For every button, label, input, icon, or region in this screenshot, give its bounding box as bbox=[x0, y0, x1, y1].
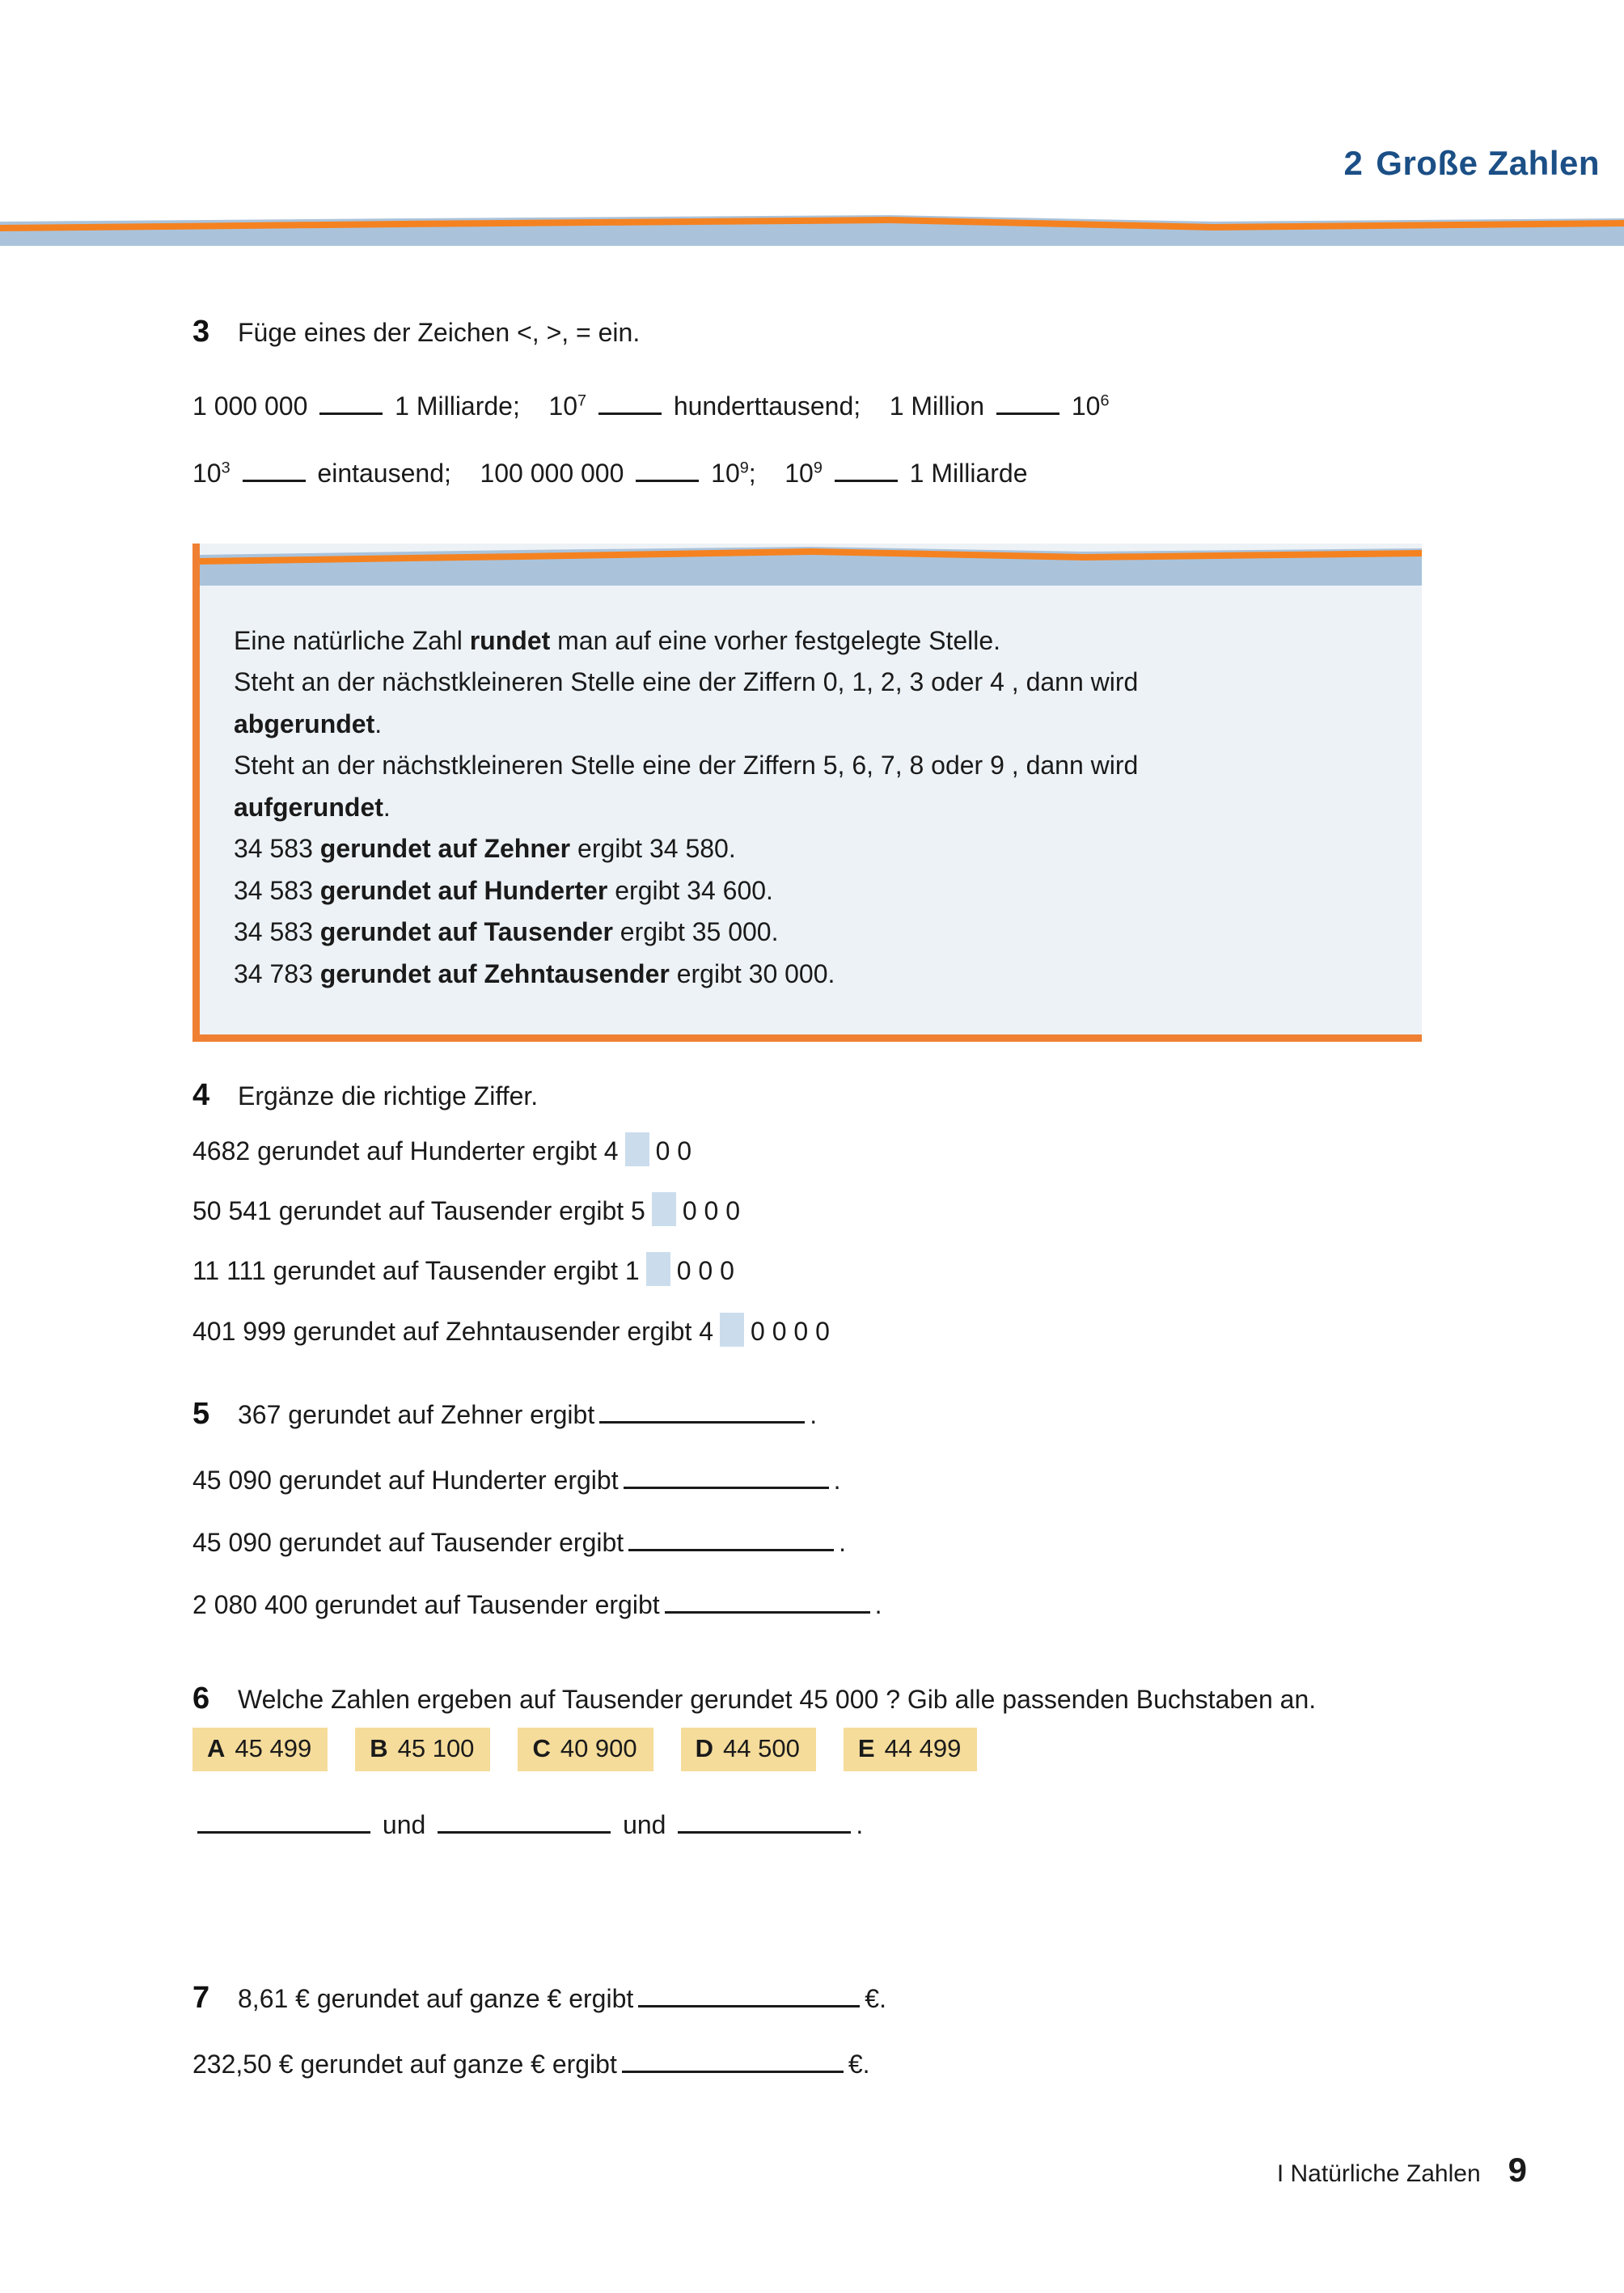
option-chip-a[interactable] bbox=[192, 1728, 328, 1771]
term-10-pow-9-b: $10^9$ bbox=[785, 458, 823, 488]
info-box-body bbox=[200, 586, 1422, 1034]
info-box-banner-graphic bbox=[200, 544, 1422, 586]
exercise-7-row bbox=[192, 1980, 1527, 2017]
term-hunderttausend: hunderttausend; bbox=[673, 391, 861, 421]
row-suffix: 0 0 0 0 bbox=[751, 1316, 830, 1346]
exercise-7-row bbox=[192, 2046, 1527, 2079]
info-box-banner bbox=[200, 544, 1422, 586]
term-1000000: 1 000 000 bbox=[192, 391, 308, 421]
exercise-3-instruction: Füge eines der Zeichen <, >, = ein. bbox=[238, 318, 641, 347]
page-footer bbox=[1277, 2151, 1527, 2189]
option-value: 45 100 bbox=[397, 1733, 475, 1762]
term-1-million: 1 Million bbox=[889, 391, 985, 421]
exercise-7 bbox=[192, 1980, 1527, 2079]
exercise-3-line-1 bbox=[192, 388, 1527, 421]
exercise-6-number: 6 bbox=[192, 1682, 210, 1716]
row-prefix: 401 999 gerundet auf Zehntausender ergibt 4 bbox=[192, 1316, 714, 1346]
info-line: 34 583 gerundet auf Tausender ergibt 35 000. bbox=[234, 917, 779, 947]
option-letter: C bbox=[532, 1733, 551, 1762]
exercise-6-heading bbox=[192, 1681, 1430, 1718]
option-chip-e[interactable] bbox=[844, 1728, 978, 1771]
exercise-4-row bbox=[192, 1132, 1527, 1166]
page-number: 9 bbox=[1508, 2151, 1527, 2189]
info-line: 34 783 gerundet auf Zehntausender ergibt 30 000. bbox=[234, 958, 835, 988]
digit-placeholder[interactable] bbox=[652, 1192, 676, 1226]
exercise-6-instruction: Welche Zahlen ergeben auf Tausender gerundet 45 000 ? Gib alle passenden Buchstaben an. bbox=[238, 1685, 1317, 1714]
term-1-milliarde: 1 Milliarde; bbox=[395, 391, 520, 421]
chapter-title: Große Zahlen bbox=[1376, 144, 1600, 182]
answer-blank[interactable] bbox=[638, 1981, 860, 2007]
exercise-4-number: 4 bbox=[192, 1078, 210, 1112]
row-text: 45 090 gerundet auf Hunderter ergibt bbox=[192, 1465, 619, 1495]
exercise-4 bbox=[192, 1077, 1527, 1347]
exercise-4-row bbox=[192, 1252, 1527, 1286]
row-text: 8,61 € gerundet auf ganze € ergibt bbox=[238, 1984, 634, 2013]
option-chip-b[interactable] bbox=[355, 1728, 490, 1771]
info-line: aufgerundet. bbox=[234, 792, 391, 822]
info-line: 34 583 gerundet auf Zehner ergibt 34 580. bbox=[234, 834, 736, 864]
info-line: abgerundet. bbox=[234, 709, 383, 738]
info-line: 34 583 gerundet auf Hunderter ergibt 34 600. bbox=[234, 875, 773, 905]
digit-placeholder[interactable] bbox=[646, 1252, 670, 1286]
answer-tail: . bbox=[856, 1809, 864, 1839]
digit-placeholder[interactable] bbox=[625, 1132, 649, 1166]
row-text: 232,50 € gerundet auf ganze € ergibt bbox=[192, 2049, 617, 2079]
term-10-pow-7: $10^7$ bbox=[548, 391, 587, 421]
row-text: 2 080 400 gerundet auf Tausender ergibt bbox=[192, 1590, 660, 1620]
exercise-6-answer-row bbox=[192, 1807, 1527, 1840]
answer-blank[interactable] bbox=[835, 455, 898, 482]
info-line: Steht an der nächstkleineren Stelle eine der Ziffern 5, 6, 7, 8 oder 9 , dann wird bbox=[234, 751, 1139, 781]
option-value: 44 499 bbox=[884, 1733, 962, 1762]
row-tail: . bbox=[810, 1400, 818, 1429]
exercise-5-row bbox=[192, 1462, 1527, 1496]
chapter-number: 2 bbox=[1343, 144, 1364, 182]
row-suffix: 0 0 0 bbox=[682, 1195, 741, 1225]
header-banner bbox=[0, 209, 1624, 246]
answer-blank[interactable] bbox=[622, 2046, 844, 2073]
exponent: 9 bbox=[739, 459, 749, 477]
option-letter: A bbox=[207, 1733, 226, 1762]
exercise-3-heading bbox=[192, 314, 1527, 351]
exercise-5-row bbox=[192, 1525, 1527, 1558]
option-letter: B bbox=[370, 1733, 388, 1762]
answer-blank[interactable] bbox=[636, 455, 699, 482]
info-line: Eine natürliche Zahl rundet man auf eine vorher festgelegte Stelle. bbox=[234, 626, 1001, 655]
option-letter: E bbox=[857, 1733, 875, 1762]
row-tail: . bbox=[874, 1590, 882, 1620]
joiner-und-1: und bbox=[382, 1809, 426, 1839]
term-1-milliarde-2: 1 Milliarde bbox=[909, 458, 1028, 488]
digit-placeholder[interactable] bbox=[720, 1313, 744, 1347]
footer-section-label: I Natürliche Zahlen bbox=[1276, 2160, 1481, 2187]
info-line: Steht an der nächstkleineren Stelle eine der Ziffern 0, 1, 2, 3 oder 4 , dann wird bbox=[234, 667, 1139, 697]
exponent: 7 bbox=[577, 391, 587, 409]
option-value: 40 900 bbox=[560, 1733, 637, 1762]
exercise-3 bbox=[192, 314, 1527, 489]
option-chip-list bbox=[192, 1728, 1527, 1771]
term-eintausend: eintausend; bbox=[317, 458, 451, 488]
exercise-5-row bbox=[192, 1396, 1527, 1433]
row-suffix: 0 0 0 bbox=[676, 1256, 734, 1286]
row-prefix: 11 111 gerundet auf Tausender ergibt 1 bbox=[192, 1256, 640, 1286]
exercise-6 bbox=[192, 1681, 1527, 1840]
answer-blank[interactable] bbox=[996, 388, 1059, 415]
option-letter: D bbox=[695, 1733, 714, 1762]
exponent: 9 bbox=[813, 459, 823, 477]
exercise-5-row bbox=[192, 1587, 1527, 1620]
exponent: 6 bbox=[1100, 391, 1110, 409]
row-text: 367 gerundet auf Zehner ergibt bbox=[238, 1400, 595, 1429]
exponent: 3 bbox=[221, 459, 230, 477]
answer-blank[interactable] bbox=[665, 1587, 870, 1614]
answer-blank[interactable] bbox=[598, 388, 662, 415]
row-prefix: 50 541 gerundet auf Tausender ergibt 5 bbox=[192, 1195, 645, 1225]
row-tail: €. bbox=[865, 1984, 886, 2013]
exercise-3-number: 3 bbox=[192, 315, 210, 349]
row-prefix: 4682 gerundet auf Hunderter ergibt 4 bbox=[192, 1136, 619, 1166]
exercise-4-heading bbox=[192, 1077, 1527, 1115]
option-value: 45 499 bbox=[235, 1733, 312, 1762]
option-chip-d[interactable] bbox=[681, 1728, 816, 1771]
option-value: 44 500 bbox=[723, 1733, 800, 1762]
exercise-4-instruction: Ergänze die richtige Ziffer. bbox=[238, 1081, 539, 1111]
exercise-5-number: 5 bbox=[192, 1397, 210, 1431]
info-box-rounding bbox=[192, 544, 1422, 1042]
answer-blank[interactable] bbox=[678, 1807, 851, 1834]
exercise-4-row bbox=[192, 1313, 1527, 1347]
row-tail: . bbox=[839, 1527, 847, 1557]
term-100000000: 100 000 000 bbox=[480, 458, 624, 488]
answer-blank[interactable] bbox=[628, 1525, 834, 1551]
answer-blank[interactable] bbox=[319, 388, 383, 415]
page-title bbox=[1343, 144, 1600, 183]
joiner-und-2: und bbox=[623, 1809, 666, 1839]
answer-blank[interactable] bbox=[599, 1397, 805, 1424]
row-text: 45 090 gerundet auf Tausender ergibt bbox=[192, 1527, 624, 1557]
exercise-7-number: 7 bbox=[192, 1981, 210, 2015]
answer-blank[interactable] bbox=[438, 1807, 611, 1834]
exercise-4-row bbox=[192, 1192, 1527, 1226]
exercise-5 bbox=[192, 1396, 1527, 1621]
term-10-pow-3: $10^3$ bbox=[192, 458, 230, 488]
answer-blank[interactable] bbox=[243, 455, 306, 482]
row-suffix: 0 0 bbox=[655, 1136, 692, 1166]
option-chip-c[interactable] bbox=[518, 1728, 653, 1771]
header-banner-graphic bbox=[0, 209, 1624, 246]
row-tail: €. bbox=[848, 2049, 870, 2079]
term-10-pow-6: $10^6$ bbox=[1071, 391, 1110, 421]
answer-blank[interactable] bbox=[624, 1462, 829, 1489]
answer-blank[interactable] bbox=[197, 1807, 370, 1834]
row-tail: . bbox=[833, 1465, 841, 1495]
exercise-3-line-2 bbox=[192, 455, 1527, 489]
separator: ; bbox=[748, 458, 756, 488]
term-10-pow-9-a: $10^9$ bbox=[711, 458, 749, 488]
